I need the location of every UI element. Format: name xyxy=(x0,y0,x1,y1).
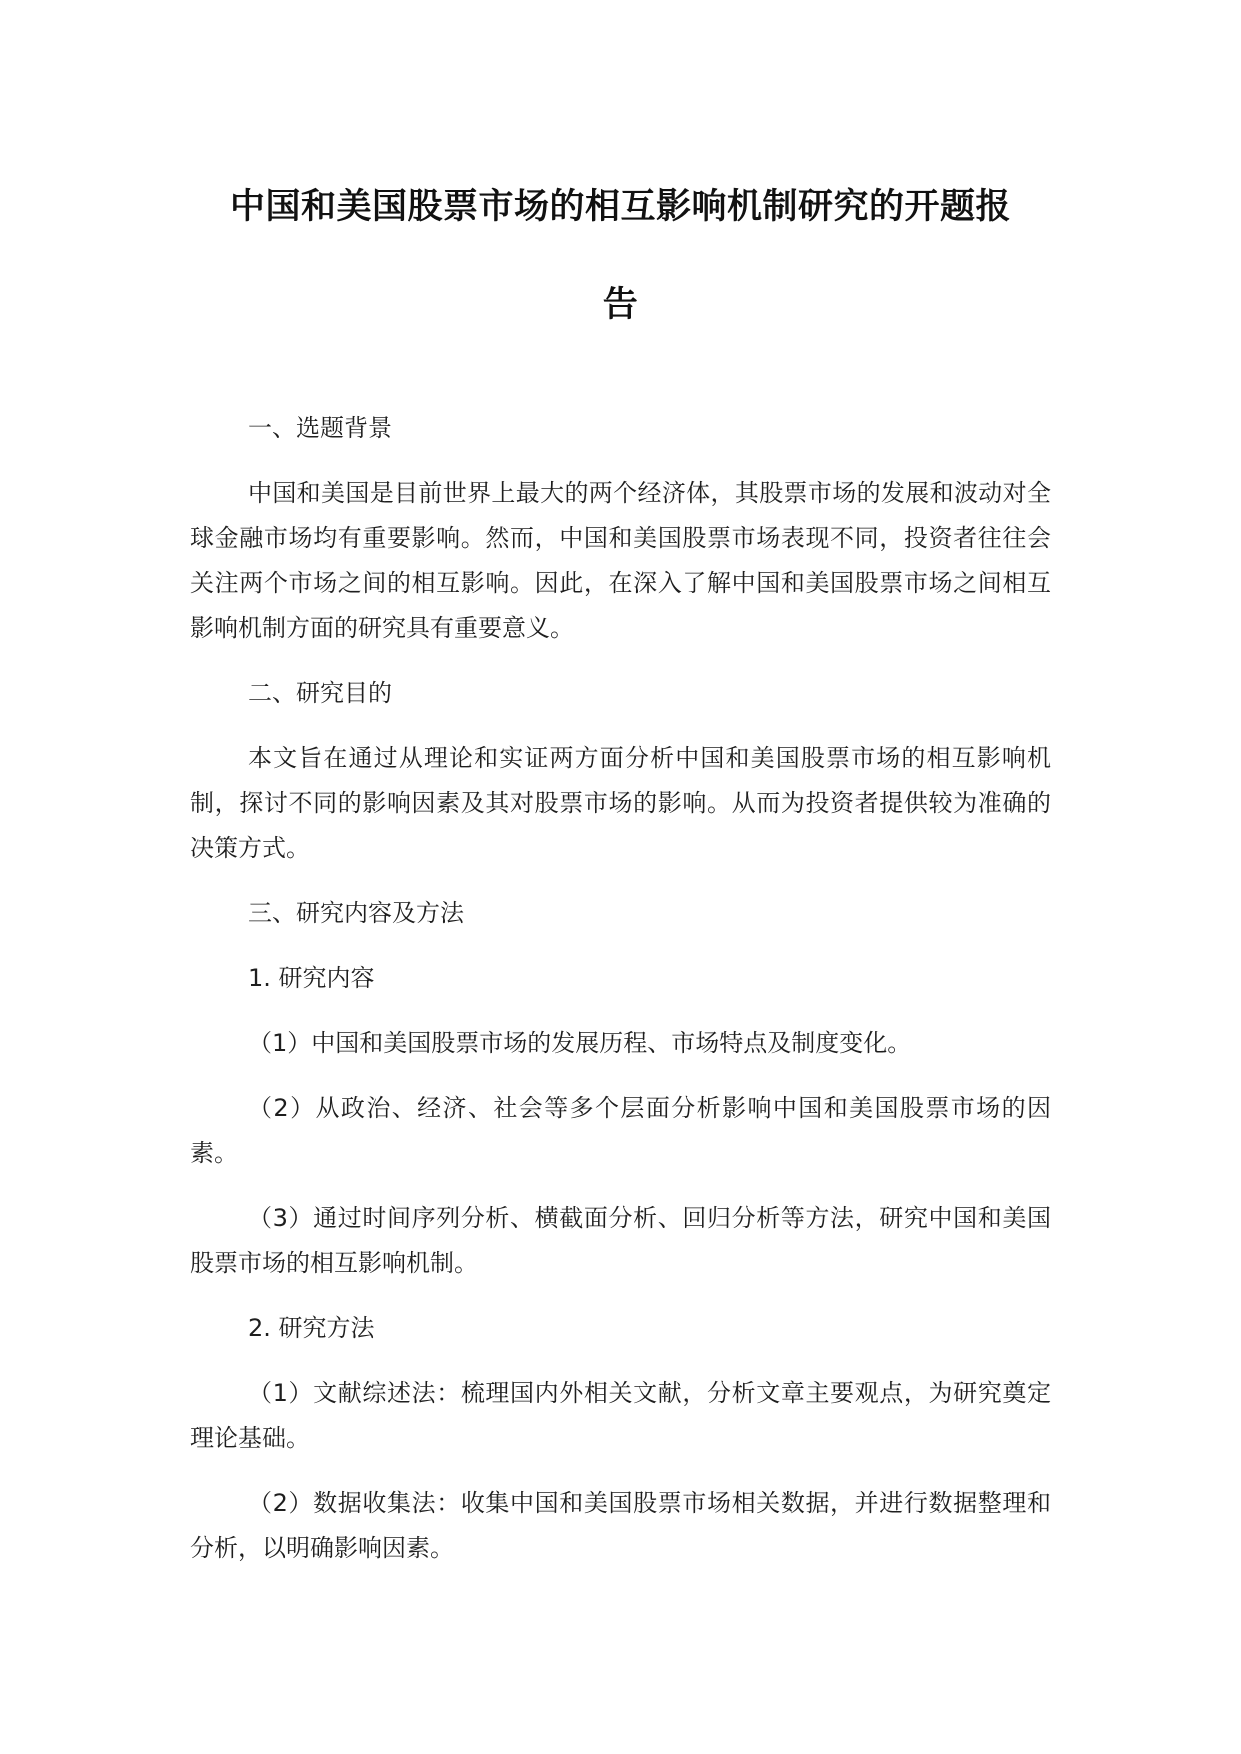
section-heading-purpose: 二、研究目的 xyxy=(248,679,392,707)
subsection-heading-content: 1. 研究内容 xyxy=(248,964,375,992)
document-title-line-1: 中国和美国股票市场的相互影响机制研究的开题报 xyxy=(229,187,1011,227)
document-title xyxy=(190,158,1051,354)
section-heading-content-methods: 三、研究内容及方法 xyxy=(248,899,464,927)
list-item-methods-1: （1）文献综述法：梳理国内外相关文献，分析文章主要观点，为研究奠定理论基础。 xyxy=(190,1379,1051,1452)
paragraph-background: 中国和美国是目前世界上最大的两个经济体，其股票市场的发展和波动对全球金融市场均有重要影响。然而，中国和美国股票市场表现不同，投资者往往会关注两个市场之间的相互影响。因此，在深入了解中国和美国股票市场之间相互影响机制方面的研究具有重要意义。 xyxy=(190,479,1051,642)
list-item-methods-2: （2）数据收集法：收集中国和美国股票市场相关数据，并进行数据整理和分析，以明确影响因素。 xyxy=(190,1489,1051,1562)
document-body xyxy=(190,406,1051,1571)
list-item-content-3: （3）通过时间序列分析、横截面分析、回归分析等方法，研究中国和美国股票市场的相互影响机制。 xyxy=(190,1204,1051,1277)
document-title-line-2: 告 xyxy=(602,285,639,325)
list-item-content-1: （1）中国和美国股票市场的发展历程、市场特点及制度变化。 xyxy=(248,1029,912,1057)
paragraph-purpose: 本文旨在通过从理论和实证两方面分析中国和美国股票市场的相互影响机制，探讨不同的影响因素及其对股票市场的影响。从而为投资者提供较为准确的决策方式。 xyxy=(190,744,1051,862)
subsection-heading-methods: 2. 研究方法 xyxy=(248,1314,375,1342)
section-heading-background: 一、选题背景 xyxy=(248,414,392,442)
list-item-content-2: （2）从政治、经济、社会等多个层面分析影响中国和美国股票市场的因素。 xyxy=(190,1094,1051,1167)
